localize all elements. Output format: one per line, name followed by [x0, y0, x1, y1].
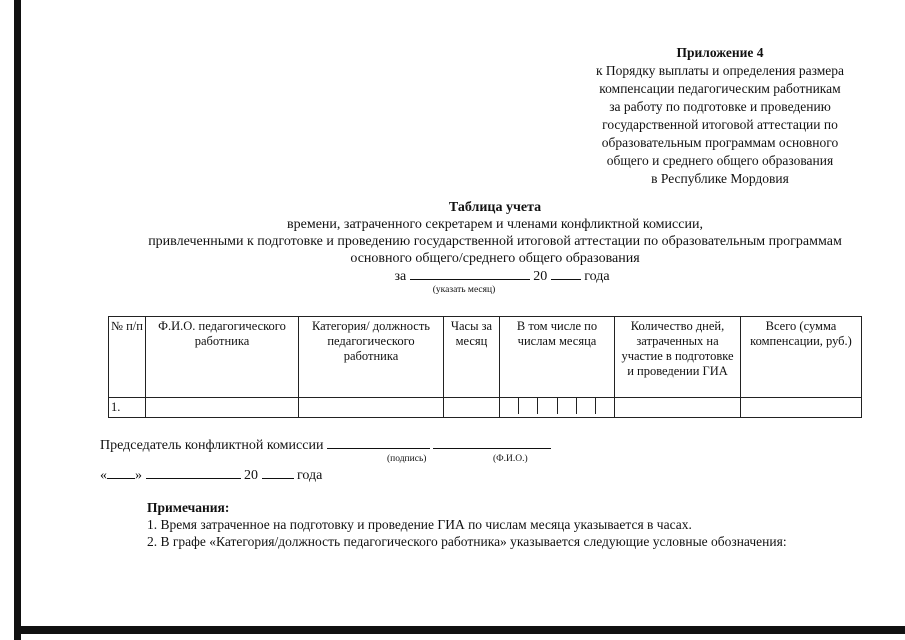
date-suffix: года [297, 468, 323, 483]
signature-blank[interactable] [327, 436, 430, 449]
day-cell[interactable] [596, 398, 614, 414]
header-by-days: В том числе по числам месяца [500, 317, 615, 398]
appendix-heading: Приложение 4 [676, 45, 764, 60]
signature-label: Председатель конфликтной комиссии [100, 438, 324, 453]
header-num: № п/п [109, 317, 146, 398]
day-cell[interactable] [577, 398, 596, 414]
day-cell[interactable] [500, 398, 519, 414]
cell-total[interactable] [741, 398, 862, 418]
appendix-line: в Республике Мордовия [651, 171, 789, 186]
month-blank[interactable] [146, 466, 241, 479]
date-line [100, 466, 322, 484]
row-number: 1. [109, 398, 146, 418]
day-subcells [500, 398, 614, 414]
day-blank[interactable] [107, 466, 135, 479]
signature-hint: (подпись) [387, 454, 427, 464]
title-line: основного общего/среднего общего образования [350, 251, 640, 266]
appendix-line: образовательным программам основного [601, 135, 839, 150]
title-line: привлеченными к подготовке и проведению государственной итоговой аттестации по образовательным программам [148, 234, 842, 249]
cell-by-days [500, 398, 615, 418]
table-title: Таблица учета [448, 200, 542, 215]
scan-left-edge [14, 0, 21, 640]
header-hours: Часы за месяц [444, 317, 500, 398]
notes-block [147, 499, 887, 550]
date-year: 20 [244, 468, 258, 483]
accounting-table [108, 316, 862, 418]
header-total: Всего (сумма компенсации, руб.) [741, 317, 862, 398]
day-cell[interactable] [519, 398, 538, 414]
note-item: 1. Время затраченное на подготовку и проведение ГИА по числам месяца указывается в часах. [147, 517, 692, 532]
name-blank[interactable] [433, 436, 551, 449]
header-name: Ф.И.О. педагогического работника [146, 317, 299, 398]
header-category: Категория/ должность педагогического работника [299, 317, 444, 398]
period-suffix: года [584, 269, 610, 284]
day-cell[interactable] [558, 398, 577, 414]
appendix-block [560, 44, 880, 188]
appendix-line: государственной итоговой аттестации по [602, 117, 838, 132]
title-line: времени, затраченного секретарем и членами конфликтной комиссии, [287, 217, 703, 232]
table-title-block [100, 199, 890, 296]
notes-title: Примечания: [147, 500, 230, 515]
month-blank[interactable] [410, 267, 530, 280]
month-hint: (указать месяц) [432, 285, 496, 295]
signature-line [100, 436, 551, 454]
day-cell[interactable] [538, 398, 557, 414]
cell-days-count[interactable] [615, 398, 741, 418]
note-item: 2. В графе «Категория/должность педагогического работника» указывается следующие условные обозначения: [147, 534, 787, 549]
cell-name[interactable] [146, 398, 299, 418]
period-year: 20 [533, 269, 548, 284]
header-days-count: Количество дней, затраченных на участие в подготовке и проведении ГИА [615, 317, 741, 398]
name-hint: (Ф.И.О.) [493, 454, 528, 464]
year-blank[interactable] [262, 466, 294, 479]
appendix-line: общего и среднего общего образования [606, 153, 834, 168]
scan-bottom-edge [14, 626, 905, 634]
period-prefix: за [394, 269, 407, 284]
cell-category[interactable] [299, 398, 444, 418]
appendix-line: к Порядку выплаты и определения размера [595, 63, 845, 78]
open-quote: « [100, 468, 107, 483]
year-blank[interactable] [551, 267, 581, 280]
period-line [100, 267, 890, 285]
appendix-line: компенсации педагогическим работникам [599, 81, 841, 96]
cell-hours[interactable] [444, 398, 500, 418]
appendix-line: за работу по подготовке и проведению [609, 99, 831, 114]
close-quote: » [135, 468, 142, 483]
